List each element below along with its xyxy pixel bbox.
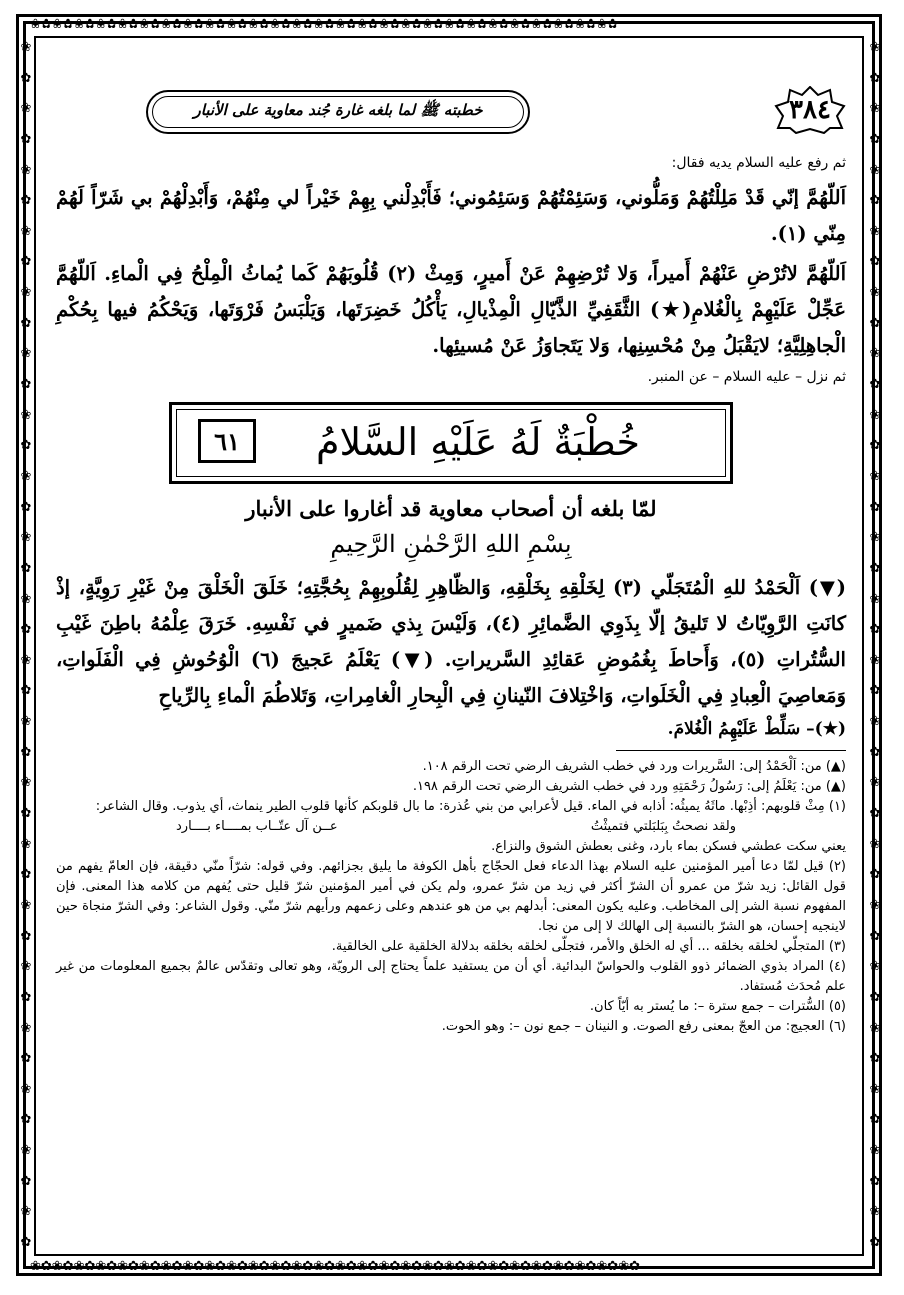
footnote-item: (٢) قيل لمّا دعا أمير المؤمنين عليه السلام بهذا الدعاء فعل الحجّاج بأهل الكوفة ما يليق بجزائهم. وفي قوله: شرّاً منّي دقيقة، فإن العامّ يفهم من قول القائل: زيد شرّ من عمرو أن الشرّ أكثر في زيد من شرّ عمرو، ولم يكن في أمير المؤمنين شرّ قليل حتى يُفهم من كلامه هذا المعنى. فإن المفهوم نسبة الشر إلى المخاطب. وعليه يكون المعنى: أبدلهم بي من هو عندهم وعلى زعمهم ورأيهم شرّ منّي. وقول الشاعر: وفي الشرّ منجاة حين لاينجيه إحسان، هو الشرّ بالنسبة إلى الهالك لا إلى من نجا. <box>56 859 846 934</box>
footnote-item: (٦) العجيج: من العجّ بمعنى رفع الصوت. و النينان – جمع نون –: وهو الحوت. <box>441 1019 846 1034</box>
page-number-badge <box>774 86 846 134</box>
footnote-item: (٥) السُّترات – جمع سترة –: ما يُستر به أيّاً كان. <box>589 999 846 1014</box>
poem-hemistich-left: عــن آل عتّــاب بمــــاء بــــارد <box>176 819 338 834</box>
intro-line: ثم رفع عليه السلام يديه فقال: <box>671 155 846 171</box>
footnote-item: (▲) من: اَلْحَمْدُ إلى: السَّريرات ورد في خطب الشريف الرضي تحت الرقم ١٠٨. <box>422 759 846 774</box>
poem-hemistich-right: ولقد نصحتُ بِبَلبَلتي فتميثْتُ <box>590 819 736 834</box>
footnote-item: (٤) المراد بذوي الضمائر ذوو القلوب والحواسّ البدائية. أي أن من يستفيد علماً يحتاج إلى الرويّة، وهو تعالى وتقدّس عالمٌ بجميع المعلومات من غير علم مُحدَث مُستفاد. <box>56 959 846 994</box>
footnote-item: (▲) من: يَعْلَمُ إلى: رَسُولُ رَحْمَتِهِ ورد في خطب الشريف الرضي تحت الرقم ١٩٨. <box>412 779 846 794</box>
page-header <box>56 86 846 146</box>
floral-border-top: ❀✿❀✿❀✿❀✿❀✿❀✿❀✿❀✿❀✿❀✿❀✿❀✿❀✿❀✿❀✿❀✿❀✿❀✿❀✿❀✿❀✿❀✿❀✿❀✿❀✿❀✿❀✿ <box>30 17 619 32</box>
starred-note: (★)– سَلِّطْ عَلَيْهِمُ الْغُلامَ. <box>667 719 846 739</box>
footnotes <box>56 757 846 1037</box>
sermon-subtitle: لمّا بلغه أن أصحاب معاوية قد أغاروا على الأنبار <box>245 496 657 521</box>
footnote-item: يعني سكت عطشي فسكن بماء بارد، وغنى بعطش الشوق والنزاع. <box>491 839 846 854</box>
page-number: ٣٨٤ <box>789 95 831 125</box>
floral-border-bottom: ❀✿❀✿❀✿❀✿❀✿❀✿❀✿❀✿❀✿❀✿❀✿❀✿❀✿❀✿❀✿❀✿❀✿❀✿❀✿❀✿❀✿❀✿❀✿❀✿❀✿❀✿❀✿❀✿ <box>30 1259 640 1274</box>
floral-border-right: ❀ ✿ ❀ ✿ ❀ ✿ ❀ ✿ ❀ ✿ ❀ ✿ ❀ ✿ ❀ ✿ ❀ ✿ ❀ ✿ ❀ ✿ ❀ ✿ ❀ ✿ ❀ ✿ ❀ ✿ ❀ ✿ ❀ ✿ ❀ ✿ ❀ ✿ ❀ ✿ <box>869 40 881 1250</box>
running-title: خطبته ﷺ لما بلغه غارة جُند معاوية على الأنبار <box>146 90 530 134</box>
floral-border-left: ❀ ✿ ❀ ✿ ❀ ✿ ❀ ✿ ❀ ✿ ❀ ✿ ❀ ✿ ❀ ✿ ❀ ✿ ❀ ✿ ❀ ✿ ❀ ✿ ❀ ✿ ❀ ✿ ❀ ✿ ❀ ✿ ❀ ✿ ❀ ✿ ❀ ✿ ❀ ✿ <box>20 40 32 1250</box>
prayer-paragraph-2: اَللّهُمَّ لاتُرْضِ عَنْهُمْ أَميراً، وَلا تُرْضِهِمْ عَنْ أَميرٍ، وَمِثْ (٢) قُلُوبَهُمْ كَما يُماثُ الْمِلْحُ فِي الْماءِ. اَللّهُمَّ عَجِّلْ عَلَيْهِمْ بِالْغُلامِ(★) الثَّقَفِيِّ الذَّيّالِ الْمِذْيالِ، يَأْكُلُ خَضِرَتَها، وَيَلْبَسُ فَرْوَتَها، وَيَحْكُمُ فيها بِحُكْمِ الْجاهِلِيَّةِ؛ لايَقْبَلُ مِنْ مُحْسِنِها، وَلا يَتَجاوَزُ عَنْ مُسيئِها. <box>56 262 846 357</box>
prayer-paragraph-1: اَللّهُمَّ إنّي قَدْ مَلِلْتُهُمْ وَمَلُّوني، وَسَئِمْتُهُمْ وَسَئِمُوني؛ فَأَبْدِلْني بِهِمْ خَيْراً لي مِنْهُمْ، وَأَبْدِلْهُمْ بي شَرّاً لَهُمْ مِنّي (١). <box>56 186 846 245</box>
basmala: بِسْمِ اللهِ الرَّحْمٰنِ الرَّحِيمِ <box>330 530 572 558</box>
footnote-divider <box>616 750 846 751</box>
page-content <box>56 86 846 1246</box>
poem-verse <box>56 817 846 837</box>
sermon-number: ٦١ <box>198 419 256 463</box>
descent-line: ثم نزل – عليه السلام – عن المنبر. <box>647 369 846 385</box>
sermon-body: (▼) اَلْحَمْدُ للهِ الْمُتَجَلّي (٣) لِخَلْقِهِ بِخَلْقِهِ، وَالظّاهِرِ لِقُلُوبِهِمْ بِحُجَّتِهِ؛ خَلَقَ الْخَلْقَ مِنْ غَيْرِ رَوِيَّةٍ، إذْ كانَتِ الرَّوِيّاتُ لا تَليقُ إلّا بِذَوِي الضَّمائِرِ (٤)، وَلَيْسَ بِذي ضَميرٍ في نَفْسِهِ. خَرَقَ عِلْمُهُ باطِنَ غَيْبِ السُّتُراتِ (٥)، وَأَحاطَ بِغُمُوضِ عَقائِدِ السَّريراتِ. (▼) يَعْلَمُ عَجيجَ (٦) الْوُحُوشِ فِي الْفَلَواتِ، وَمَعاصِيَ الْعِبادِ فِي الْخَلَواتِ، وَاخْتِلافَ النّينانِ فِي الْبِحارِ الْغامِراتِ، وَتَلاطُمَ الْماءِ بِالرِّياحِ <box>56 576 846 707</box>
sermon-title: خُطْبَةٌ لَهُ عَلَيْهِ السَّلامُ <box>315 420 640 464</box>
sermon-title-box <box>169 402 733 484</box>
footnote-item: (١) مِثْ قلوبهم: أذِبْها. ماثَهُ يميثُه: أذابه في الماء. قيل لأعرابي من بني عُذرة: ما بال قلوبكم كأنها قلوب الطير ينماث، أي يذوب. وقال الشاعر: <box>95 799 846 814</box>
footnote-item: (٣) المتجلّي لخلقه بخلقه ... أي له الخلق والأمر، فتجلّى لخلقه بخلقه بدلالة الخلقية على الخالقية. <box>331 939 846 954</box>
